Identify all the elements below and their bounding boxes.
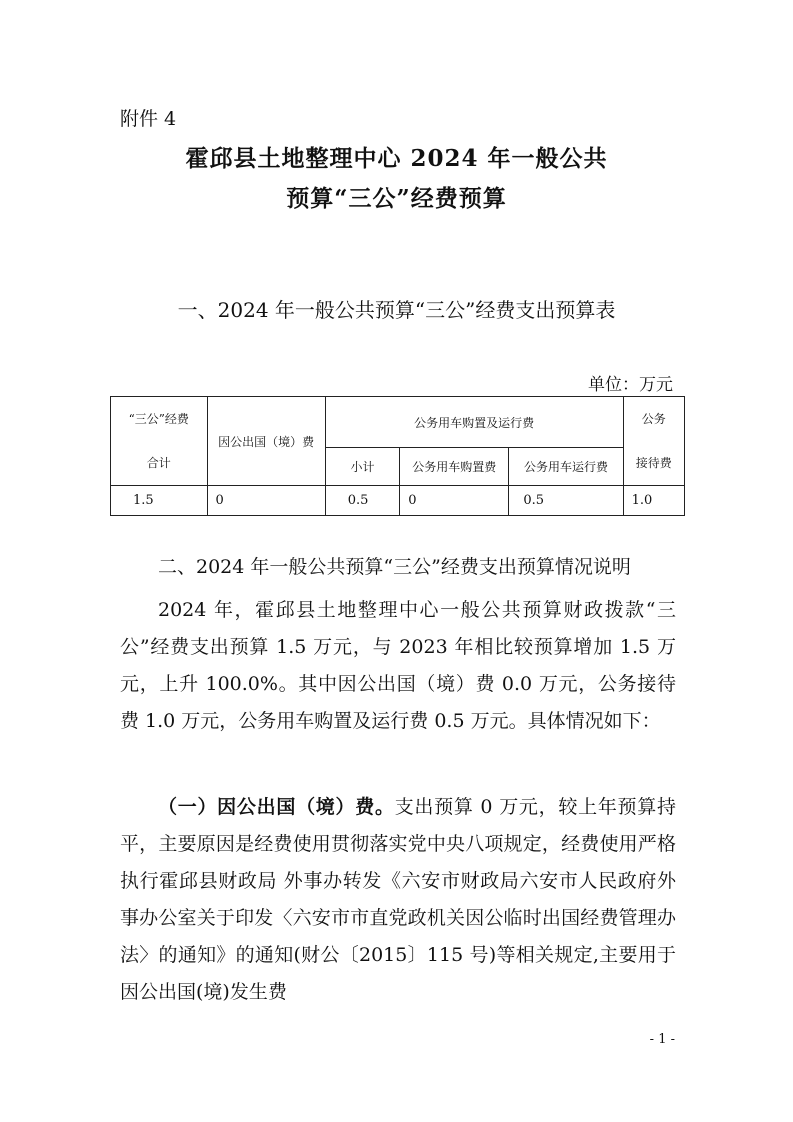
header-reception — [623, 397, 684, 486]
section1-heading: 一、2024 年一般公共预算“三公”经费支出预算表 — [177, 298, 616, 322]
header-abroad: 因公出国（境）费 — [207, 397, 325, 486]
header-vehicle-group: 公务用车购置及运行费 — [325, 397, 623, 448]
header-vehicle-purchase: 公务用车购置费 — [400, 448, 509, 486]
cell-reception: 1.0 — [623, 486, 684, 516]
section2-heading — [120, 549, 676, 586]
subsection1-heading: （一）因公出国（境）费。 — [158, 796, 395, 818]
cell-total: 1.5 — [111, 486, 208, 516]
unit-label: 单位：万元 — [588, 375, 673, 395]
title-line-1: 霍邱县土地整理中心 2024 年一般公共 — [185, 145, 608, 172]
cell-vehicle-purchase: 0 — [400, 486, 509, 516]
attachment-label: 附件 4 — [120, 108, 177, 130]
section2-heading-text: 二、2024 年一般公共预算“三公”经费支出预算情况说明 — [158, 556, 631, 578]
cell-subtotal: 0.5 — [325, 486, 399, 516]
budget-table — [110, 396, 685, 516]
subsection1-text: 支出预算 0 万元，较上年预算持平，主要原因是经费使用贯彻落实党中央八项规定，经费使用严格执行霍邱县财政局 外事办转发《六安市财政局六安市人民政府外事办公室关于印发〈六安市市直党政机关因公临时出国经费管理办法〉的通知》的通知(财公〔2015〕115 号)等相关规定,主要用于因公出国(境)发生费 — [120, 796, 676, 1003]
paragraph-1-text: 2024 年，霍邱县土地整理中心一般公共预算财政拨款“三公”经费支出预算 1.5 万元，与 2023 年相比较预算增加 1.5 万元，上升 100.0%。其中因公出国（境）费 0.0 万元，公务接待费 1.0 万元，公务用车购置及运行费 0.5 万元。具体情况如下： — [120, 599, 676, 732]
page-number: - 1 - — [649, 1032, 675, 1047]
header-reception-line1: 公务 — [641, 412, 666, 426]
paragraph-1 — [120, 592, 676, 740]
header-total — [111, 397, 208, 486]
table-header-row-1 — [111, 397, 685, 448]
header-subtotal: 小计 — [325, 448, 399, 486]
table-row — [111, 486, 685, 516]
subsection-1 — [120, 789, 676, 1011]
cell-vehicle-operation: 0.5 — [509, 486, 623, 516]
cell-abroad: 0 — [207, 486, 325, 516]
header-vehicle-operation: 公务用车运行费 — [509, 448, 623, 486]
title-line-2: 预算“三公”经费预算 — [286, 185, 507, 212]
header-reception-line2: 接待费 — [635, 456, 672, 470]
header-total-line2: 合计 — [146, 456, 171, 470]
header-total-line1: “三公”经费 — [128, 412, 189, 426]
